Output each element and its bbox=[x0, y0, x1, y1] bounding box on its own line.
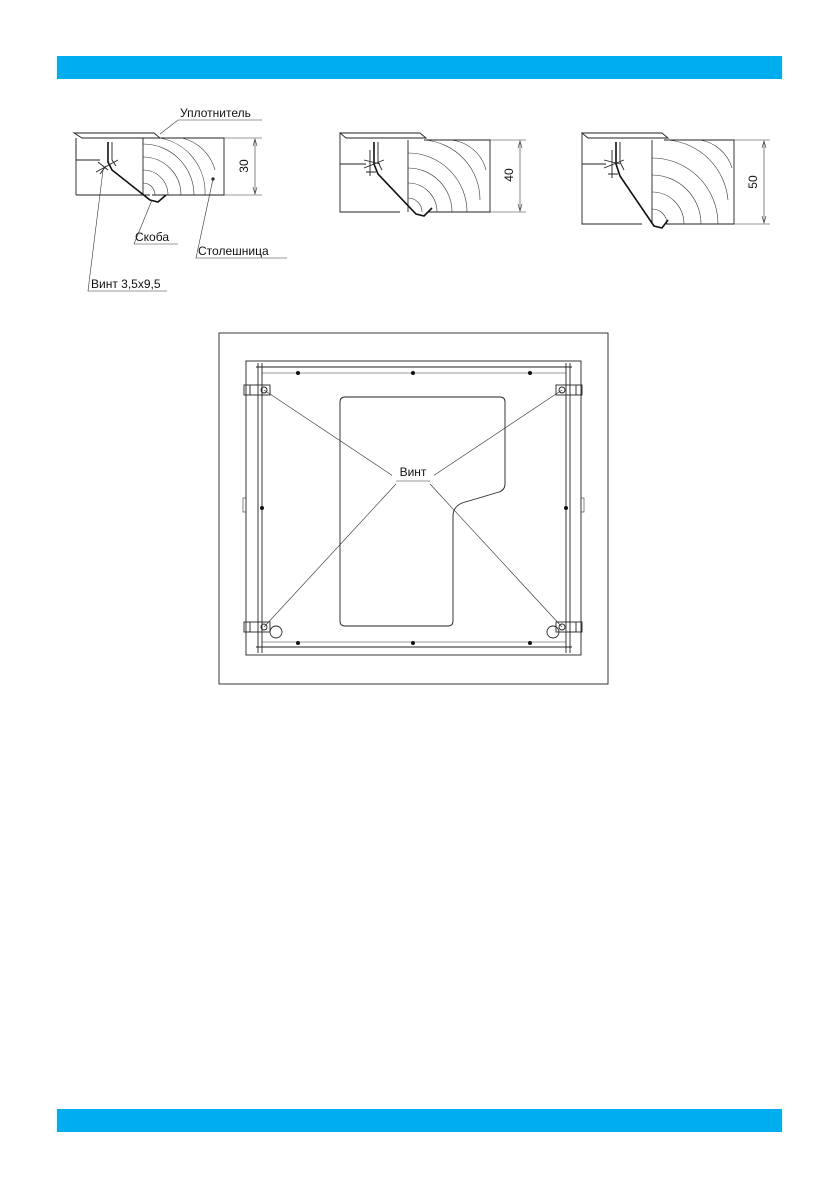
bracket-shape bbox=[616, 142, 668, 228]
bracket-shape bbox=[108, 142, 166, 202]
detail-30mm bbox=[74, 106, 287, 291]
detail-50mm bbox=[582, 133, 770, 228]
dimension-30: 30 bbox=[237, 159, 251, 173]
corner-bracket-top-left bbox=[244, 385, 270, 395]
detail-40mm bbox=[340, 133, 526, 216]
hob-outline bbox=[246, 361, 581, 655]
hob-edge bbox=[582, 133, 668, 138]
wood-grain bbox=[652, 140, 732, 224]
countertop-outline bbox=[219, 333, 608, 684]
seal-leader bbox=[160, 120, 262, 134]
hob-edge bbox=[340, 133, 426, 138]
label-screw: Винт 3,5x9,5 bbox=[91, 277, 161, 291]
wood-grain bbox=[408, 140, 486, 212]
corner-bracket-bottom-left bbox=[244, 622, 270, 632]
dimension-40: 40 bbox=[502, 168, 516, 182]
dimension-50: 50 bbox=[746, 175, 760, 189]
label-screw-plan: Винт bbox=[399, 465, 427, 479]
hole-left bbox=[270, 626, 282, 638]
housing-outline bbox=[340, 397, 505, 626]
bracket-shape bbox=[374, 142, 432, 216]
label-seal: Уплотнитель bbox=[180, 106, 251, 120]
corner-bracket-top-right bbox=[556, 385, 582, 395]
hob-edge bbox=[74, 133, 160, 138]
label-countertop: Столешница bbox=[198, 244, 269, 258]
wood-grain bbox=[143, 138, 215, 195]
label-bracket: Скоба bbox=[135, 230, 169, 244]
corner-bracket-bottom-right bbox=[556, 622, 582, 632]
countertop-section bbox=[76, 138, 224, 195]
plan-view bbox=[219, 333, 608, 684]
screw-leaders bbox=[264, 390, 562, 627]
mounting-dots bbox=[260, 371, 568, 645]
